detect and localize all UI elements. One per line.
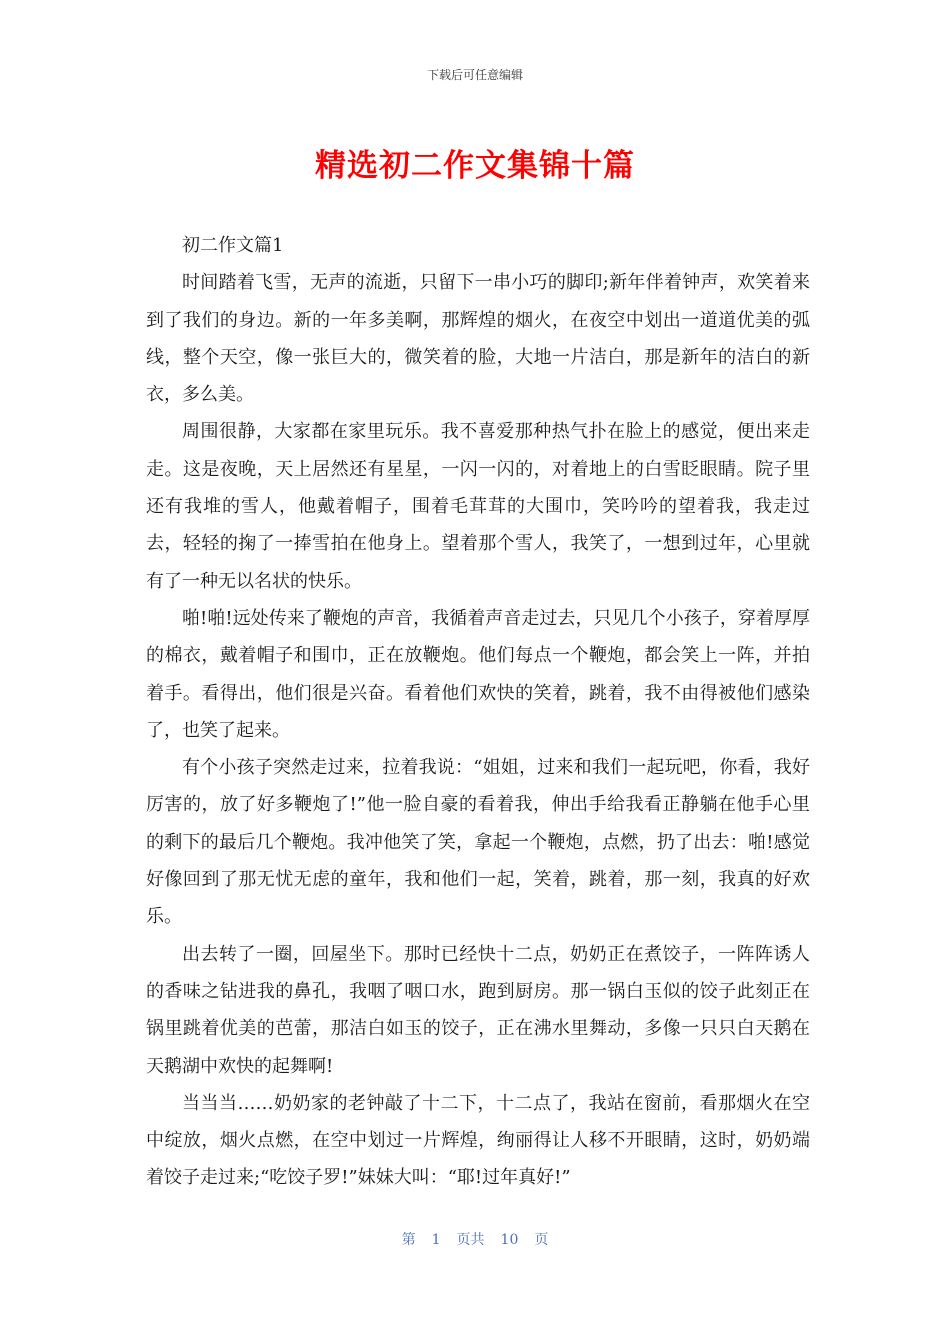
footer-label-ye-gong: 页共: [456, 1232, 485, 1248]
document-title: 精选初二作文集锦十篇: [315, 148, 635, 184]
paragraph: 啪!啪!远处传来了鞭炮的声音，我循着声音走过去，只见几个小孩子，穿着厚厚的棉衣，戴着帽子和围巾，正在放鞭炮。他们每点一个鞭炮，都会笑上一阵，并拍着手。看得出，他们很是兴奋。看着他们欢快的笑着，跳着，我不由得被他们感染了，也笑了起来。: [146, 607, 810, 741]
paragraph: 当当当……奶奶家的老钟敲了十二下，十二点了，我站在窗前，看那烟火在空中绽放，烟火点燃，在空中划过一片辉煌，绚丽得让人移不开眼睛，这时，奶奶端着饺子走过来;“吃饺子罗!”妹妹大叫：“耶!过年真好!”: [146, 1092, 810, 1189]
document-body: [146, 227, 810, 1197]
paragraph: 有个小孩子突然走过来，拉着我说：“姐姐，过来和我们一起玩吧，你看，我好厉害的，放了好多鞭炮了!”他一脸自豪的看着我，伸出手给我看正静躺在他手心里的剩下的最后几个鞭炮。我冲他笑了笑，拿起一个鞭炮，点燃，扔了出去：啪!感觉好像回到了那无忧无虑的童年，我和他们一起，笑着，跳着，那一刻，我真的好欢乐。: [146, 757, 810, 928]
footer-page-number: 1: [431, 1232, 441, 1248]
footer-label-ye: 页: [534, 1232, 549, 1248]
page-header: 下载后可任意编辑: [426, 68, 523, 82]
paragraph: 出去转了一圈，回屋坐下。那时已经快十二点，奶奶正在煮饺子，一阵阵诱人的香味之钻进我的鼻孔，我咽了咽口水，跑到厨房。那一锅白玉似的饺子此刻正在锅里跳着优美的芭蕾，那洁白如玉的饺子，正在沸水里舞动，多像一只只白天鹅在天鹅湖中欢快的起舞啊!: [146, 943, 810, 1077]
page-footer: [0, 1229, 950, 1249]
paragraph: 时间踏着飞雪，无声的流逝，只留下一串小巧的脚印;新年伴着钟声，欢笑着来到了我们的身边。新的一年多美啊，那辉煌的烟火，在夜空中划出一道道优美的弧线，整个天空，像一张巨大的，微笑着的脸，大地一片洁白，那是新年的洁白的新衣，多么美。: [146, 272, 810, 406]
paragraph: 周围很静，大家都在家里玩乐。我不喜爱那种热气扑在脸上的感觉，便出来走走。这是夜晚，天上居然还有星星，一闪一闪的，对着地上的白雪眨眼睛。院子里还有我堆的雪人，他戴着帽子，围着毛茸茸的大围巾，笑吟吟的望着我，我走过去，轻轻的掬了一捧雪拍在他身上。望着那个雪人，我笑了，一想到过年，心里就有了一种无以名状的快乐。: [146, 421, 810, 592]
footer-label-di: 第: [401, 1232, 416, 1248]
footer-total-pages: 10: [500, 1232, 519, 1248]
section-heading: 初二作文篇1: [182, 235, 284, 256]
